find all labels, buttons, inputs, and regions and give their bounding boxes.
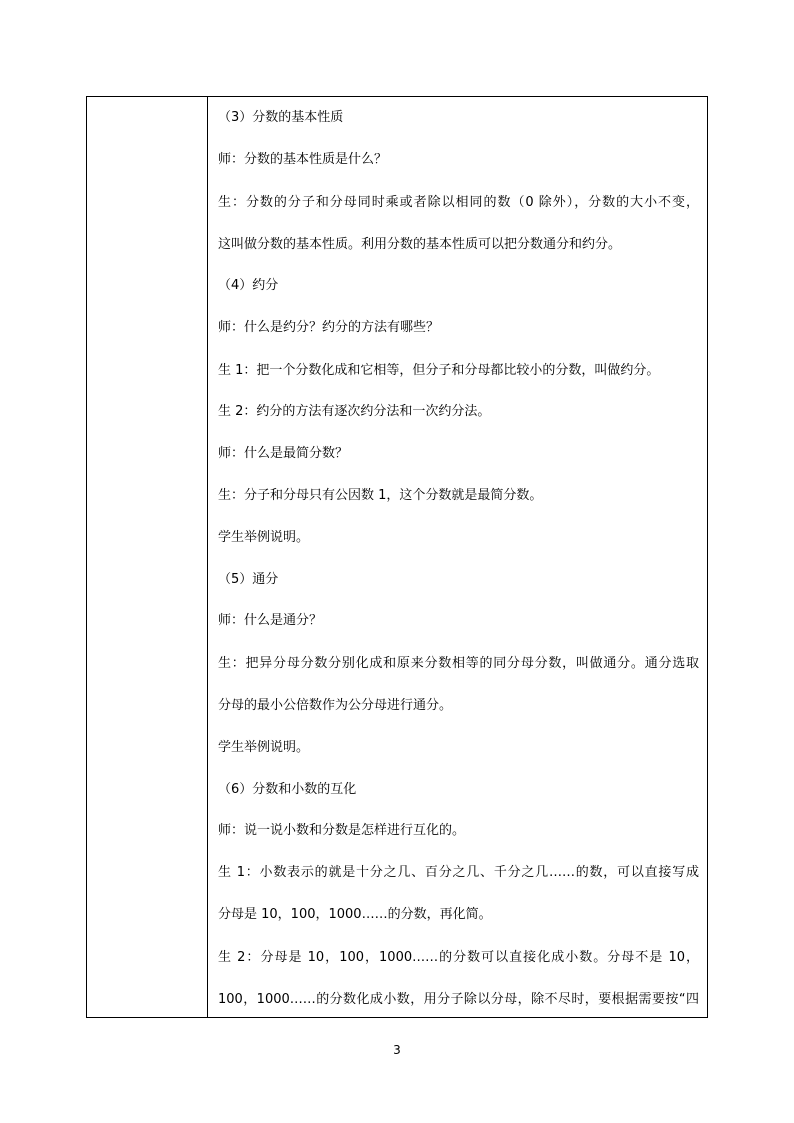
text-line: 师：什么是通分？ [218, 613, 323, 628]
heading-basic-property: （3）分数的基本性质 [218, 110, 344, 125]
text-line: 生 2：约分的方法有逐次约分法和一次约分法。 [218, 404, 491, 419]
text-line: 师：分数的基本性质是什么？ [218, 152, 388, 167]
text-line: 师：说一说小数和分数是怎样进行互化的。 [218, 823, 466, 838]
text-line: 生：把异分母分数分别化成和原来分数相等的同分母分数，叫做通分。通分选取 [218, 656, 699, 671]
text-line: 学生举例说明。 [218, 530, 310, 545]
text-line: 师：什么是最简分数？ [218, 446, 349, 461]
text-line: 这叫做分数的基本性质。利用分数的基本性质可以把分数通分和约分。 [218, 237, 622, 252]
text-line: 学生举例说明。 [218, 740, 310, 755]
lesson-table [86, 96, 708, 1018]
page-number: 3 [393, 1043, 401, 1057]
table-left-cell [87, 97, 208, 1017]
heading-reduction: （4）约分 [218, 278, 279, 293]
heading-common-denominator: （5）通分 [218, 572, 279, 587]
text-line: 生：分子和分母只有公因数 1，这个分数就是最简分数。 [218, 488, 543, 503]
text-line: 分母的最小公倍数作为公分母进行通分。 [218, 698, 453, 713]
table-content-cell [208, 97, 707, 1017]
text-line: 100，1000……的分数化成小数，用分子除以分母，除不尽时，要根据需要按“四 [218, 992, 699, 1007]
text-line: 生 1：把一个分数化成和它相等，但分子和分母都比较小的分数，叫做约分。 [218, 363, 660, 378]
text-line: 分母是 10，100，1000……的分数，再化简。 [218, 907, 492, 922]
text-line: 生：分数的分子和分母同时乘或者除以相同的数（0 除外），分数的大小不变， [218, 195, 699, 210]
text-line: 生 1：小数表示的就是十分之几、百分之几、千分之几……的数，可以直接写成 [218, 865, 699, 880]
heading-fraction-decimal: （6）分数和小数的互化 [218, 782, 357, 797]
text-line: 师：什么是约分？约分的方法有哪些？ [218, 320, 440, 335]
text-line: 生 2：分母是 10，100，1000……的分数可以直接化成小数。分母不是 10， [218, 950, 699, 965]
